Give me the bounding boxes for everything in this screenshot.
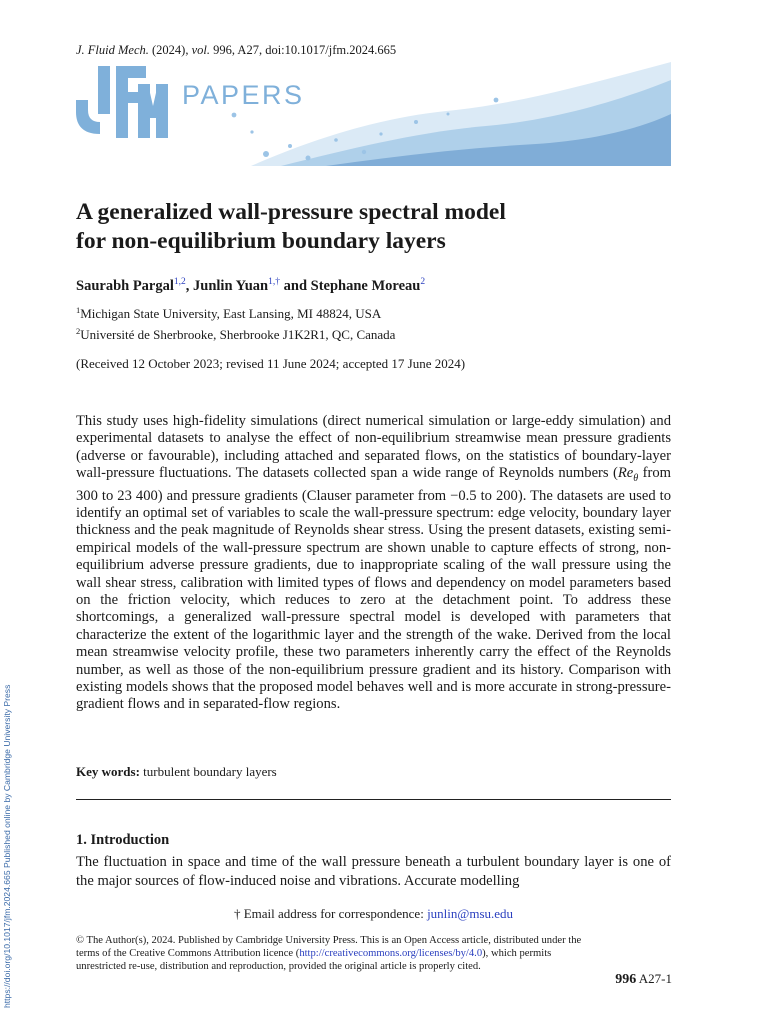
submission-dates: (Received 12 October 2023; revised 11 June 2024; accepted 17 June 2024) [76, 356, 466, 371]
doi-side-note[interactable]: https://doi.org/10.1017/jfm.2024.665 Published online by Cambridge University Press [2, 684, 12, 1008]
keywords-label: Key words: [76, 764, 140, 779]
author-list [76, 277, 425, 295]
citation-doi: 996, A27, doi:10.1017/jfm.2024.665 [210, 43, 397, 57]
license-text-1: © The Author(s), 2024. Published by Cambridge University Press. This is an Open Access article, distributed under the terms of the Creative Commons Attribution licence ( [76, 935, 582, 959]
author-2-affiliation[interactable]: 1, [268, 277, 276, 287]
introduction-heading: 1. Introduction [76, 832, 170, 848]
author-separator-and: and [280, 278, 311, 294]
author-3-affiliation[interactable]: 2 [420, 277, 426, 287]
papers-label: PAPERS [182, 80, 305, 110]
affiliation-2-number: 2 [76, 326, 81, 336]
affiliation-1-text: Michigan State University, East Lansing, MI 48824, USA [80, 306, 382, 321]
license-text-2: ), which permits unrestricted re-use, distribution and reproduction, provided the original article is properly cited. [76, 947, 552, 972]
introduction-text: The fluctuation in space and time of the wall pressure beneath a turbulent boundary layer is one of the major sources of flow-induced noise and vibrations. Accurate modelling [76, 854, 671, 889]
author-1: Saurabh Pargal [76, 278, 174, 294]
journal-citation [76, 43, 396, 58]
affiliation-1 [76, 305, 381, 322]
affiliation-1-number: 1 [76, 305, 81, 315]
license-notice [76, 935, 591, 973]
jfm-logo [76, 66, 168, 138]
footnote-prefix: † Email address for correspondence: [233, 906, 428, 921]
page-article: A27-1 [636, 971, 672, 986]
author-2: Junlin Yuan [193, 278, 269, 294]
section-divider [76, 799, 671, 800]
corresponding-author-dagger[interactable]: † [275, 277, 280, 287]
abstract-part-1: This study uses high-fidelity simulations (direct numerical simulation or large-eddy simulation) and experimental datasets to analyse the effect of non-equilibrium streamwise mean pressure gradients (adverse or favourable), including attached and separated flows, on the statistics of boundary-layer wall-pressure fluctuations. The datasets collected span a wide range of Reynolds numbers ( [76, 413, 671, 482]
author-3: Stephane Moreau [310, 278, 421, 294]
author-separator: , [185, 278, 194, 294]
correspondence-footnote [76, 906, 671, 922]
keywords [76, 764, 277, 780]
volume-label: vol. [191, 43, 210, 57]
citation-year: (2024), [148, 43, 192, 57]
journal-name: J. Fluid Mech. [76, 43, 149, 57]
correspondence-email-link[interactable]: junlin@msu.edu [427, 906, 514, 921]
affiliation-2-text: Université de Sherbrooke, Sherbrooke J1K2R1, QC, Canada [80, 327, 396, 342]
keywords-value[interactable]: turbulent boundary layers [139, 764, 277, 779]
title-line-2: for non-equilibrium boundary layers [76, 228, 446, 254]
journal-banner [76, 62, 671, 166]
affiliation-2 [76, 326, 395, 343]
banner-graphic [76, 62, 671, 166]
reynolds-subscript: θ [633, 473, 639, 485]
paper-title [76, 198, 676, 256]
title-line-1: A generalized wall-pressure spectral model [76, 199, 506, 225]
reynolds-symbol: Re [617, 465, 634, 482]
abstract-part-2: from 300 to 23 400) and pressure gradients (Clauser parameter from −0.5 to 200). The datasets are used to identify an optimal set of variables to scale the wall-pressure spectrum: edge velocity, boundary layer thickness and the peak magnitude of Reynolds shear stress. Using the present datasets, existing semi-empirical models of the wall-pressure spectrum are shown unable to capture effects of strong, non-equilibrium adverse pressure gradients, due to inappropriate scaling of the wall pressure using the wall shear stress, calibration with limited types of flows and dependency on model parameters based on the friction velocity, which reduces to zero at the detachment point. To address these shortcomings, a generalized wall-pressure spectral model is developed with parameters that characterize the extent of the logarithmic layer and the strength of the wake. Derived from the local mean streamwise velocity profile, these two parameters inherently carry the effect of the Reynolds number, as well as those of the non-equilibrium pressure gradient and its history. Comparison with existing models shows that the proposed model behaves well and is more accurate in strong-pressure-gradient flows and in separated-flow regions. [76, 465, 671, 713]
abstract [76, 413, 671, 714]
page-volume: 996 [615, 972, 637, 987]
license-url-link[interactable]: http://creativecommons.org/licenses/by/4.0 [299, 947, 483, 959]
author-1-affiliation[interactable]: 1,2 [173, 277, 186, 287]
page-number [615, 971, 672, 988]
